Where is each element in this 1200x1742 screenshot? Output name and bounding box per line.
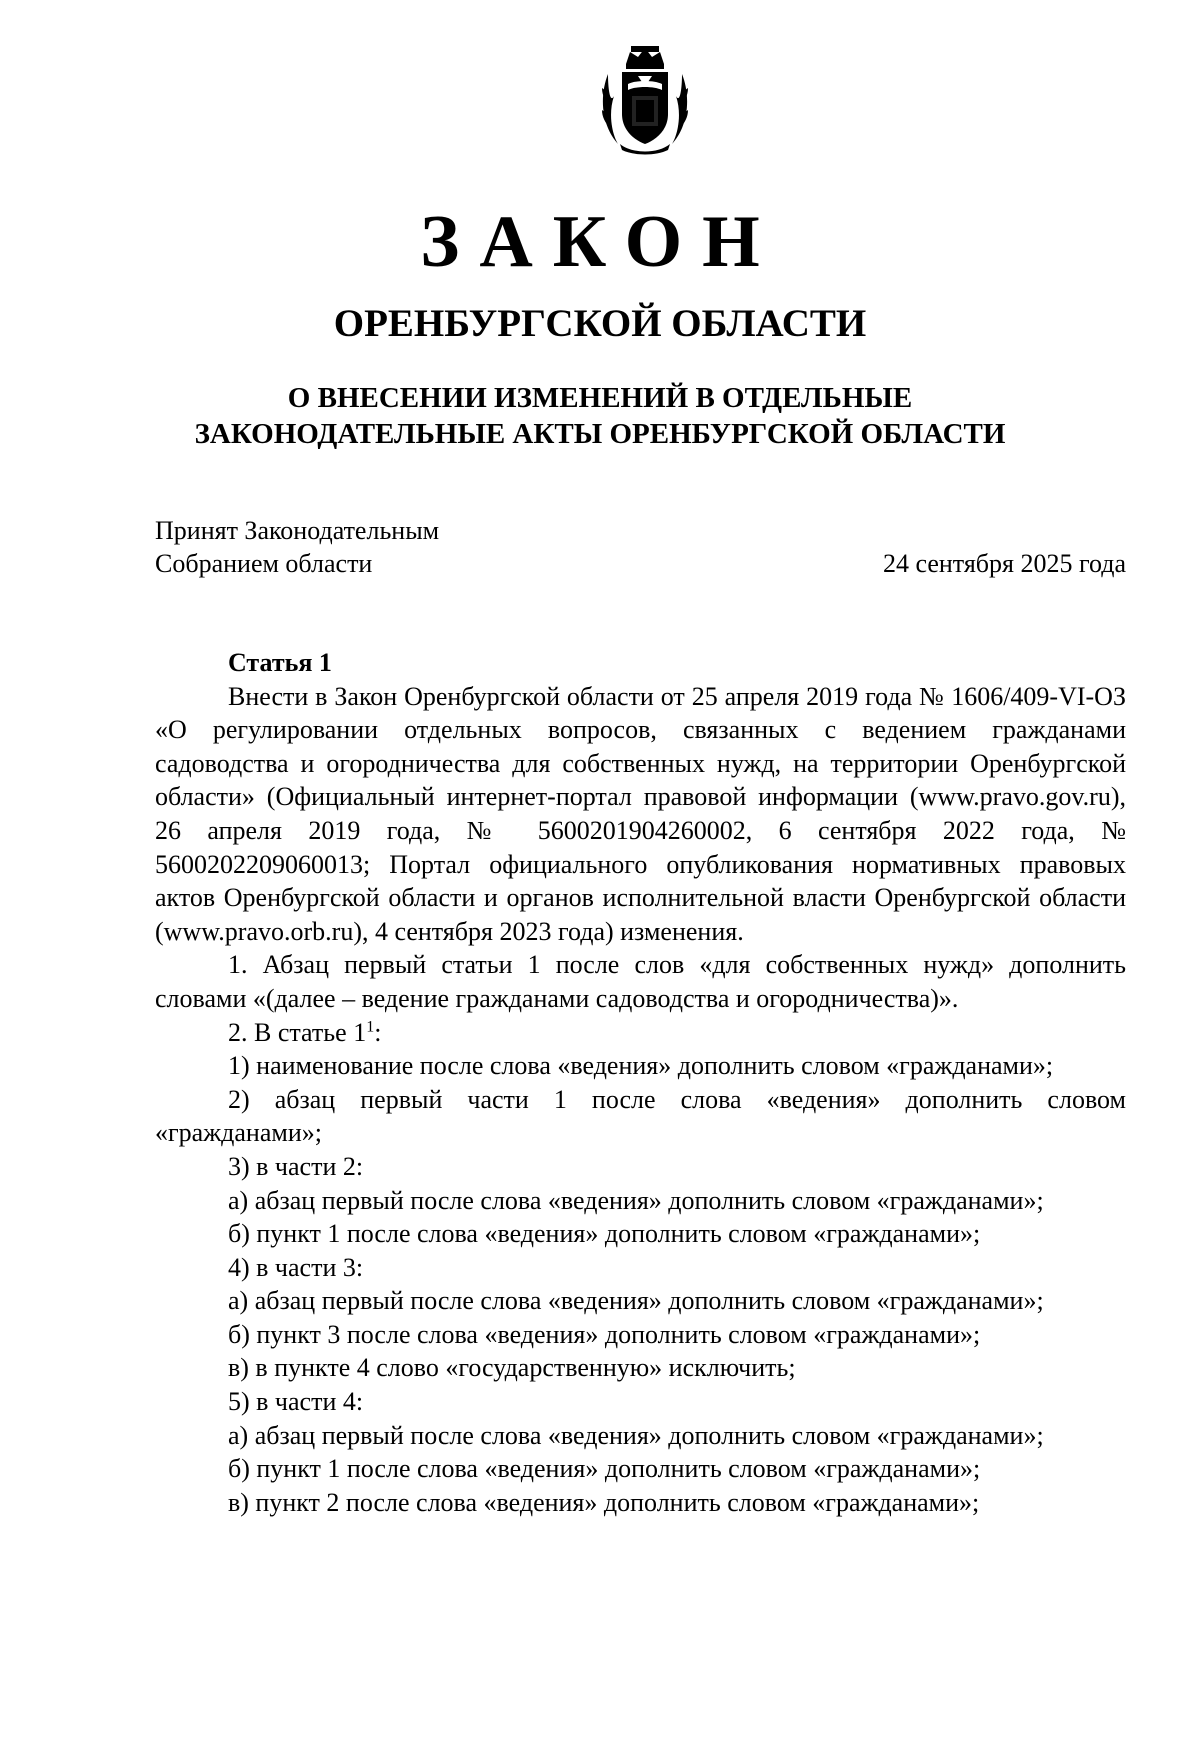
- subitem-4c: в) в пункте 4 слово «государственную» исключить;: [228, 1353, 796, 1383]
- paragraph-item-1: 1. Абзац первый статьи 1 после слов «для собственных нужд» дополнить словами «(далее – ведение гражданами садоводства и огородничества)».: [155, 950, 1126, 1013]
- article-intro: Внести в Закон Оренбургской области от 25 апреля 2019 года № 1606/409-VI-ОЗ «О регулировании отдельных вопросов, связанных с ведением гражданами садоводства и огородничества для собственных нужд, на территории Оренбургской области» (Официальный интернет-портал правовой информации (www.pravo.gov.ru), 26 апреля 2019 года, № 5600201904260002, 6 сентября 2022 года, № 5600202209060013; Портал официального опубликования нормативных правовых актов Оренбургской области и органов исполнительной власти Оренбургской области (www.pravo.orb.ru), 4 сентября 2023 года) изменения.: [155, 681, 1126, 946]
- coat-of-arms-icon: [598, 44, 692, 156]
- subitem-4b: б) пункт 3 после слова «ведения» дополнить словом «гражданами»;: [228, 1319, 981, 1349]
- subitem-3b: б) пункт 1 после слова «ведения» дополнить словом «гражданами»;: [228, 1219, 981, 1249]
- document-title: ЗАКОН: [420, 201, 780, 283]
- subitem-1: 1) наименование после слова «ведения» дополнить словом «гражданами»;: [228, 1051, 1054, 1081]
- document-subject: [0, 380, 1200, 452]
- document-region: ОРЕНБУРГСКОЙ ОБЛАСТИ: [333, 302, 867, 345]
- subitem-3a: а) абзац первый после слова «ведения» дополнить словом «гражданами»;: [228, 1185, 1044, 1215]
- item-2-superscript: 1: [366, 1017, 375, 1035]
- subject-line-1: О ВНЕСЕНИИ ИЗМЕНЕНИЙ В ОТДЕЛЬНЫЕ: [287, 382, 913, 414]
- adoption-date: 24 сентября 2025 года: [882, 549, 1126, 578]
- article-heading: Статья 1: [228, 648, 332, 677]
- item-2-suffix: :: [374, 1017, 382, 1047]
- subitem-4a: а) абзац первый после слова «ведения» дополнить словом «гражданами»;: [228, 1286, 1044, 1316]
- item-2-prefix: 2. В статье 1: [228, 1017, 367, 1047]
- subitem-4: 4) в части 3:: [228, 1252, 364, 1282]
- subitem-3: 3) в части 2:: [228, 1151, 364, 1181]
- subitem-5a: а) абзац первый после слова «ведения» дополнить словом «гражданами»;: [228, 1420, 1044, 1450]
- subitem-2: 2) абзац первый части 1 после слова «ведения» дополнить словом «гражданами»;: [155, 1084, 1126, 1148]
- adoption-line-2: Собранием области: [155, 549, 373, 578]
- subitem-5: 5) в части 4:: [228, 1387, 364, 1417]
- subitem-5c: в) пункт 2 после слова «ведения» дополнить словом «гражданами»;: [228, 1487, 980, 1517]
- adoption-note: [155, 514, 439, 580]
- adoption-line-1: Принят Законодательным: [155, 516, 440, 545]
- paragraph-item-2: [155, 1016, 1126, 1050]
- subject-line-2: ЗАКОНОДАТЕЛЬНЫЕ АКТЫ ОРЕНБУРГСКОЙ ОБЛАСТИ: [194, 418, 1006, 450]
- subitem-5b: б) пункт 1 после слова «ведения» дополнить словом «гражданами»;: [228, 1454, 981, 1484]
- document-body: [155, 646, 1126, 1519]
